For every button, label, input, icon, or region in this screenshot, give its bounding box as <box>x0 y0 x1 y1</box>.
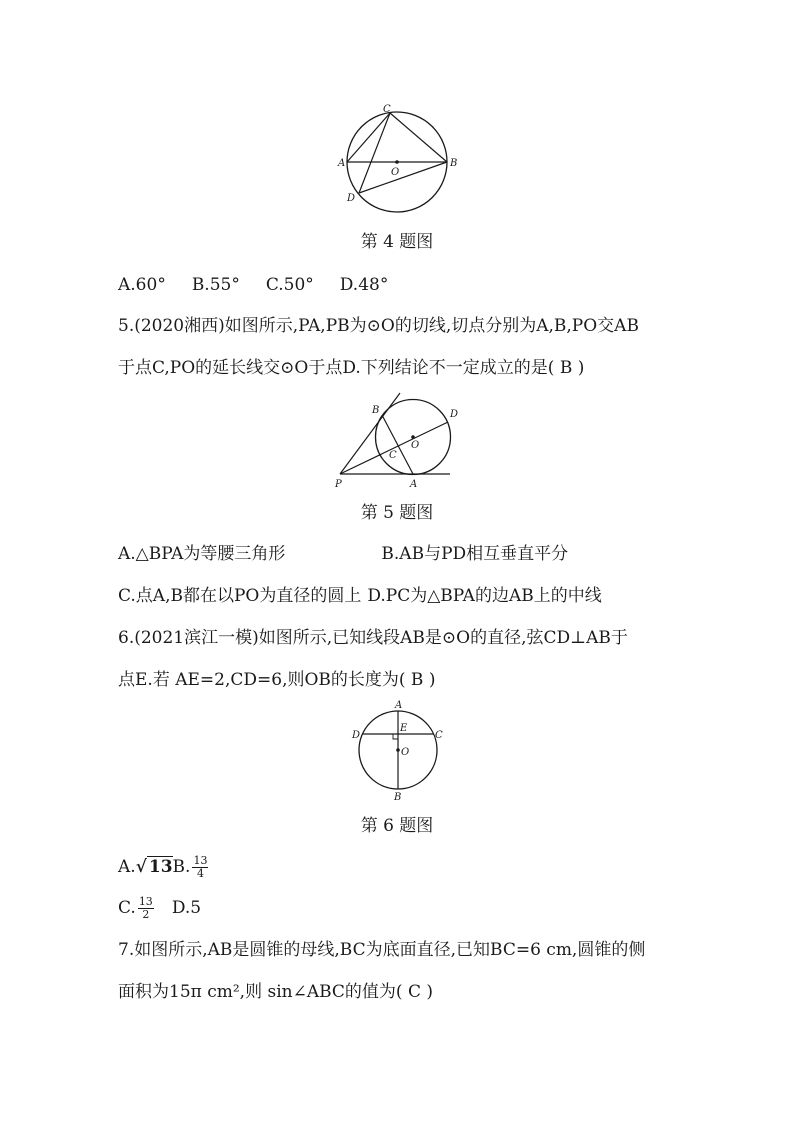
q6-text-line1: 6.(2021滨江一模)如图所示,已知线段AB是⊙O的直径,弦CD⊥AB于 <box>118 628 628 648</box>
fig5-label-o: O <box>411 440 420 451</box>
fig4-chord-db <box>359 162 447 193</box>
figure-6 <box>346 698 446 804</box>
fig5-chord-ab <box>382 415 413 474</box>
fig5-label-p: P <box>335 479 342 490</box>
fig6-label-c: C <box>435 730 443 741</box>
q6-option-b-denominator: 4 <box>196 867 204 880</box>
q7-text-line1: 7.如图所示,AB是圆锥的母线,BC为底面直径,已知BC=6 cm,圆锥的侧 <box>118 940 646 960</box>
fig6-center-dot <box>396 748 400 752</box>
q6-option-c-fraction <box>138 896 154 921</box>
q5-option-b: B.AB与PD相互垂直平分 <box>381 544 569 564</box>
fig5-caption: 第 5 题图 <box>360 503 434 523</box>
fig5-label-c: C <box>389 450 397 461</box>
fig4-label-c: C <box>383 104 391 115</box>
q5-option-d: D.PC为△BPA的边AB上的中线 <box>367 586 602 606</box>
q7-text-line2: 面积为15π cm²,则 sin∠ABC的值为( C ) <box>118 982 433 1002</box>
q6-option-a-sqrt: √ 13 <box>135 857 173 877</box>
fig5-center-dot <box>411 435 415 439</box>
fig5-line-pd <box>340 422 448 474</box>
q6-option-c-numerator: 13 <box>138 895 153 908</box>
q6-option-a-radicand: 13 <box>148 857 173 877</box>
fig6-label-e: E <box>400 723 408 734</box>
fig6-label-b: B <box>394 792 402 803</box>
fig4-label-d: D <box>347 193 356 204</box>
q5-options-row2 <box>118 586 602 606</box>
fig4-center-dot <box>395 160 399 164</box>
q6-option-b-numerator: 13 <box>193 854 208 867</box>
q4-option-d: D.48° <box>339 275 389 295</box>
fig4-label-b: B <box>450 158 458 169</box>
fig6-label-a: A <box>395 700 403 711</box>
fig4-label-o: O <box>391 167 400 178</box>
fig5-label-b: B <box>372 405 380 416</box>
fig6-right-angle-mark <box>393 734 398 739</box>
q6-text-line2: 点E.若 AE=2,CD=6,则OB的长度为( B ) <box>118 670 436 690</box>
q5-options-row1 <box>118 544 568 564</box>
fig6-label-d: D <box>352 730 361 741</box>
fig5-tangent-pb <box>340 393 400 474</box>
figure-5 <box>330 390 460 490</box>
q6-option-a-prefix: A. <box>118 857 136 877</box>
fig4-caption: 第 4 题图 <box>360 232 434 252</box>
q6-option-c-prefix: C. <box>118 898 136 918</box>
q5-text-line2: 于点C,PO的延长线交⊙O于点D.下列结论不一定成立的是( B ) <box>118 358 585 378</box>
fig6-label-o: O <box>401 747 410 758</box>
q6-option-b-prefix: B. <box>172 857 191 877</box>
q4-option-b: B.55° <box>191 275 240 295</box>
fig5-label-d: D <box>450 409 459 420</box>
fig4-chord-cb <box>390 113 447 162</box>
q5-option-a: A.△BPA为等腰三角形 <box>118 544 286 564</box>
q4-option-a: A.60° <box>118 275 166 295</box>
fig5-label-a: A <box>410 479 418 490</box>
q4-options <box>118 275 388 295</box>
q6-option-d: D.5 <box>171 898 202 918</box>
q6-option-b-fraction <box>192 855 208 880</box>
fig6-caption: 第 6 题图 <box>360 816 434 836</box>
figure-4 <box>330 100 464 220</box>
q5-option-c: C.点A,B都在以PO为直径的圆上 <box>118 586 362 606</box>
q6-options-row2 <box>118 893 201 923</box>
q6-option-c-denominator: 2 <box>142 908 150 921</box>
q6-options-row1 <box>118 852 210 882</box>
q5-text-line1: 5.(2020湘西)如图所示,PA,PB为⊙O的切线,切点分别为A,B,PO交AB <box>118 316 639 336</box>
q4-option-c: C.50° <box>265 275 314 295</box>
fig4-label-a: A <box>338 158 346 169</box>
